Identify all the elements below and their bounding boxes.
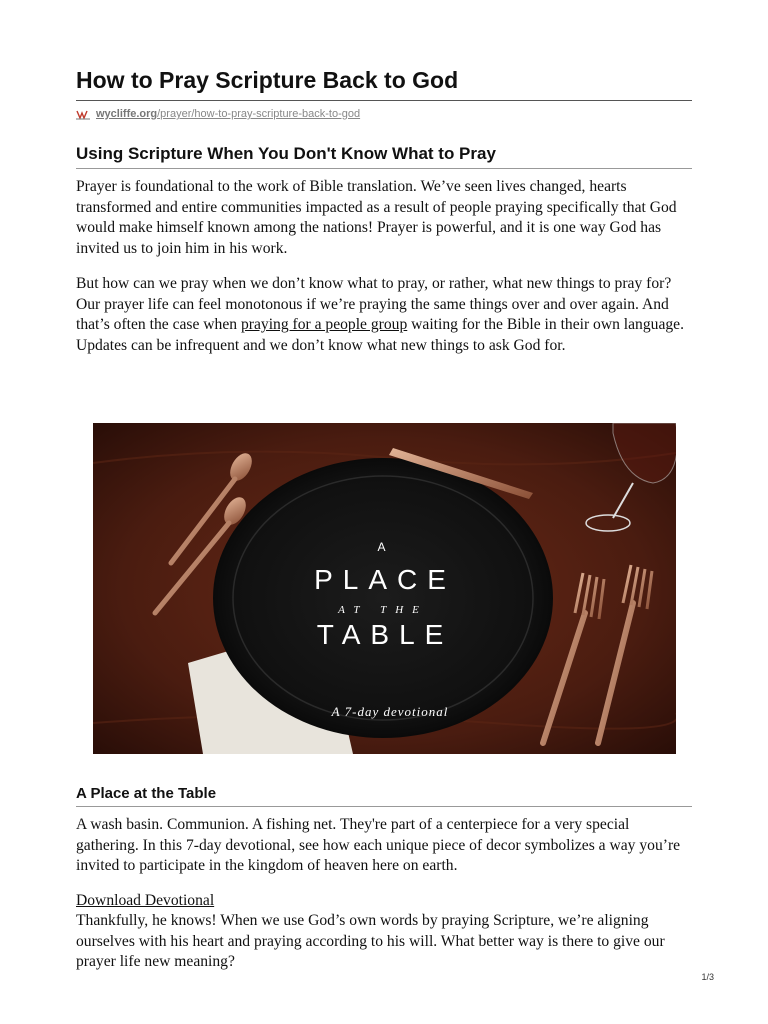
hero-line-at-the: AT THE (338, 604, 428, 616)
title-divider (76, 100, 692, 101)
hero-line-table: TABLE (316, 619, 454, 650)
article-title: How to Pray Scripture Back to God (76, 67, 459, 93)
paragraph: A wash basin. Communion. A fishing net. They're part of a centerpiece for a very special gathering. In this 7-day devotional, see how each unique piece of decor symbolizes a way you’re invited to participate in the kingdom of heaven here on earth. (76, 816, 681, 875)
page-number: 1/3 (701, 972, 714, 982)
source-line (76, 108, 360, 120)
section-divider (76, 168, 692, 169)
source-domain-link[interactable]: wycliffe.org (96, 108, 158, 120)
source-path-link[interactable]: /prayer/how-to-pray-scripture-back-to-god (157, 108, 361, 120)
people-group-link[interactable]: praying for a people group (240, 316, 408, 334)
section-divider (76, 806, 692, 807)
paragraph: Thankfully, he knows! When we use God’s own words by praying Scripture, we’re aligning ourselves with his heart and praying according to his will. What better way is there to give our prayer life new meaning? (76, 912, 665, 971)
download-devotional-link[interactable]: Download Devotional (76, 892, 215, 909)
paragraph-text: waiting for the Bible in their own language. Updates can be infrequent and we don’t know what new things to ask God for. (76, 316, 684, 354)
paragraph (76, 274, 696, 356)
hero-subtitle: A 7-day devotional (331, 704, 449, 719)
hero-line-place: PLACE (314, 564, 456, 595)
table-setting-illustration (93, 423, 676, 754)
paragraph-text: But how can we pray when we don’t know what to pray, or rather, what new things to pray for? Our prayer life can feel monotonous if we’re praying the same things over and over again. And that’s often the case when (76, 275, 672, 334)
paragraph: Prayer is foundational to the work of Bible translation. We’ve seen lives changed, hearts transformed and entire communities impacted as a result of people praying specifically that God would make himself known among the nations! Prayer is powerful, and it is one way God has invited us to join him in his work. (76, 178, 677, 257)
hero-line-a: A (377, 540, 389, 554)
section-heading: A Place at the Table (76, 785, 217, 802)
section-heading: Using Scripture When You Don't Know What to Pray (76, 144, 496, 163)
download-paragraph (76, 891, 696, 912)
charger-plate (213, 458, 553, 738)
wycliffe-logo-icon (76, 108, 90, 120)
devotional-hero-image (93, 423, 676, 754)
